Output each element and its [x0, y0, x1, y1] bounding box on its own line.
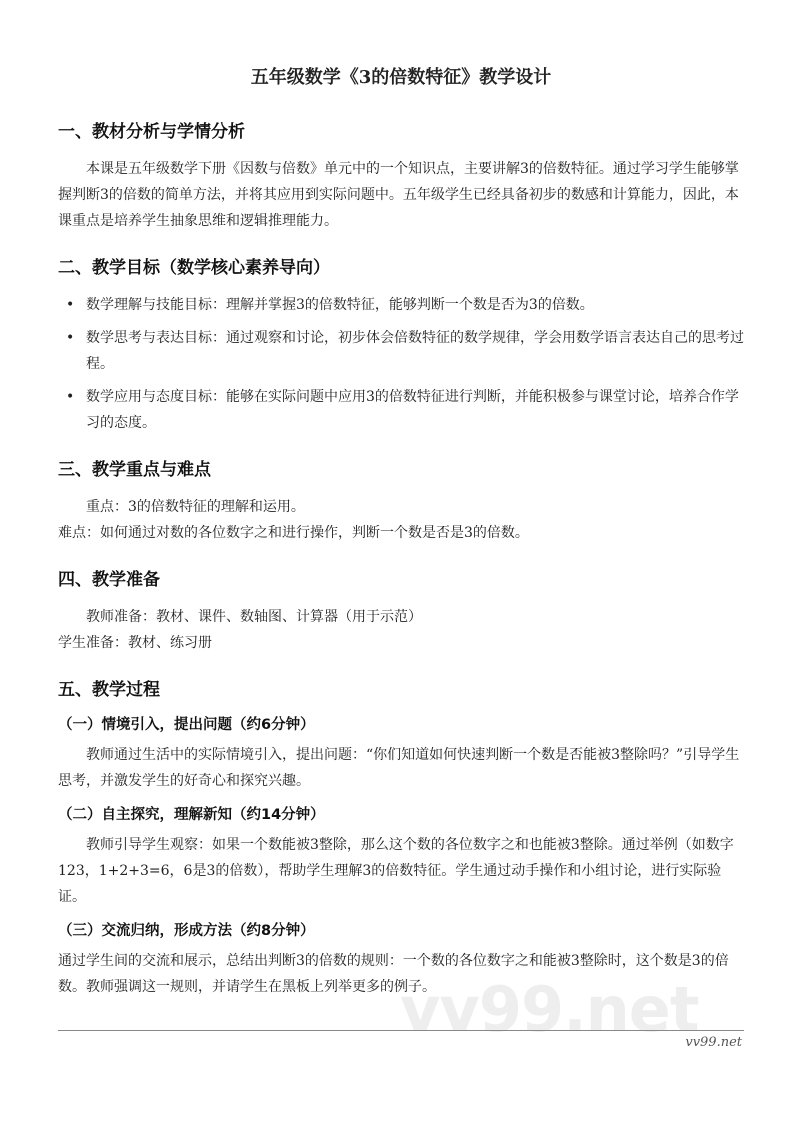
section-heading-3: 三、教学重点与难点	[58, 460, 211, 480]
student-prep: 学生准备：教材、练习册	[58, 635, 212, 651]
difficult-point: 难点：如何通过对数的各位数字之和进行操作，判断一个数是否是3的倍数。	[58, 525, 529, 541]
step-3-title: （三）交流归纳，形成方法（约8分钟）	[58, 923, 315, 939]
step-2-text: 教师引导学生观察：如果一个数能被3整除，那么这个数的各位数字之和也能被3整除。通过举例（如数字123，1+2+3=6，6是3的倍数），帮助学生理解3的倍数特征。学生通过动手操作和小组讨论，进行实际验证。	[58, 837, 734, 905]
step-3-text: 通过学生间的交流和展示，总结出判断3的倍数的规则：一个数的各位数字之和能被3整除时，这个数是3的倍数。教师强调这一规则，并请学生在黑板上列举更多的例子。	[58, 953, 729, 995]
section-1-paragraph: 本课是五年级数学下册《因数与倍数》单元中的一个知识点，主要讲解3的倍数特征。通过学习学生能够掌握判断3的倍数的简单方法，并将其应用到实际问题中。五年级学生已经具备初步的数感和计算能力，因此，本课重点是培养学生抽象思维和逻辑推理能力。	[58, 161, 739, 229]
teacher-prep: 教师准备：教材、课件、数轴图、计算器（用于示范）	[86, 609, 422, 625]
footer-divider	[58, 1030, 744, 1031]
watermark: vv99.net	[400, 973, 699, 1046]
step-1-text: 教师通过生活中的实际情境引入，提出问题：“你们知道如何快速判断一个数是否能被3整除吗？”引导学生思考，并激发学生的好奇心和探究兴趣。	[58, 747, 740, 789]
goals-list	[58, 292, 744, 436]
list-item: • 数学应用与态度目标：能够在实际问题中应用3的倍数特征进行判断，并能积极参与课堂讨论，培养合作学习的态度。	[58, 384, 744, 436]
document-title: 五年级数学《3的倍数特征》教学设计	[250, 67, 552, 88]
list-item: • 数学思考与表达目标：通过观察和讨论，初步体会倍数特征的数学规律，学会用数学语言表达自己的思考过程。	[58, 325, 744, 377]
footer-site: vv99.net	[685, 1035, 742, 1050]
step-2-title: （二）自主探究，理解新知（约14分钟）	[58, 807, 325, 823]
section-heading-4: 四、教学准备	[58, 570, 160, 590]
key-point: 重点：3的倍数特征的理解和运用。	[86, 499, 305, 515]
step-1-title: （一）情境引入，提出问题（约6分钟）	[58, 717, 315, 733]
section-heading-5: 五、教学过程	[58, 680, 160, 700]
section-heading-2: 二、教学目标（数学核心素养导向）	[58, 258, 330, 278]
list-item: • 数学理解与技能目标：理解并掌握3的倍数特征，能够判断一个数是否为3的倍数。	[58, 292, 744, 318]
section-heading-1: 一、教材分析与学情分析	[58, 122, 245, 142]
